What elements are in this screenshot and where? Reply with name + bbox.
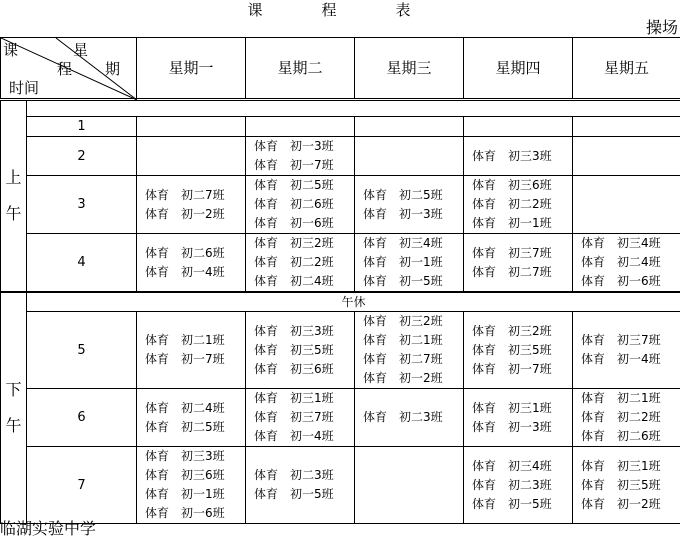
class-entry: 体育 初一7班 [472,361,552,376]
class-entry: 体育 初二4班 [581,255,661,269]
corner-xing: 星 [73,41,89,59]
corner-ke: 课 [3,41,19,59]
class-entry: 体育 初一4班 [145,264,225,279]
class-entry: 体育 初一2班 [363,371,443,385]
schedule-cell-wed [355,117,464,137]
day-header-thu: 星期四 [464,38,573,100]
class-entry: 体育 初二7班 [472,264,552,279]
page-title: 课 程 表 [247,1,433,19]
class-entry: 体育 初三3班 [145,449,225,463]
schedule-cell-fri [573,117,680,137]
school-name: 临湖实验中学 [0,519,97,538]
class-entry: 体育 初二6班 [145,245,225,260]
class-entry: 体育 初一5班 [472,496,552,511]
segment-afternoon [1,292,27,524]
schedule-cell-fri [573,176,680,234]
corner-shijian: 时间 [9,79,40,97]
schedule-cell-tue [246,447,355,524]
class-entry: 体育 初三5班 [472,342,552,357]
class-entry: 体育 初二2班 [254,255,334,269]
schedule-cell-thu [464,389,573,447]
class-entry: 体育 初一5班 [254,487,334,501]
schedule-cell-mon [137,234,246,293]
schedule-cell-mon [137,312,246,389]
corner-header [1,38,137,100]
table-row [1,312,680,389]
class-entry: 体育 初二1班 [363,333,443,347]
schedule-cell-thu [464,117,573,137]
schedule-cell-fri [573,137,680,176]
period-label: 4 [27,234,137,293]
schedule-cell-mon [137,389,246,447]
class-entry: 体育 初二3班 [363,410,443,424]
class-entry: 体育 初三3班 [254,323,334,338]
table-row [1,117,680,137]
class-entry: 体育 初二1班 [581,391,661,405]
class-entry: 体育 初一6班 [581,274,661,288]
schedule-cell-mon [137,176,246,234]
class-entry: 体育 初一1班 [363,255,443,269]
period-label: 3 [27,176,137,234]
class-entry: 体育 初三7班 [254,410,334,424]
schedule-cell-mon [137,137,246,176]
class-entry: 体育 初一2班 [581,496,661,511]
segment-afternoon-text: 下午 [5,380,22,435]
schedule-cell-mon [137,117,246,137]
class-entry: 体育 初一3班 [472,419,552,434]
period-label: 5 [27,312,137,389]
schedule-cell-tue [246,137,355,176]
schedule-cell-fri [573,234,680,293]
class-entry: 体育 初三2班 [254,236,334,250]
segment-morning [1,100,27,293]
class-entry: 体育 初二4班 [145,400,225,415]
table-row [1,447,680,524]
class-entry: 体育 初一6班 [145,506,225,520]
schedule-cell-thu [464,312,573,389]
schedule-cell-thu [464,234,573,293]
noon-break-row: 午休 [27,292,680,312]
class-entry: 体育 初一7班 [145,352,225,366]
schedule-cell-fri [573,447,680,524]
class-entry: 体育 初二7班 [145,187,225,202]
table-row [1,176,680,234]
schedule-cell-thu [464,176,573,234]
class-entry: 体育 初一1班 [472,216,552,230]
schedule-cell-wed [355,389,464,447]
class-entry: 体育 初三5班 [254,342,334,357]
class-entry: 体育 初二5班 [254,178,334,192]
class-entry: 体育 初三7班 [581,333,661,347]
schedule-cell-wed [355,176,464,234]
day-header-tue: 星期二 [246,38,355,100]
class-entry: 体育 初三1班 [581,458,661,473]
day-header-mon: 星期一 [137,38,246,100]
class-entry: 体育 初三5班 [581,477,661,492]
period-label: 2 [27,137,137,176]
corner-cheng: 程 [57,60,73,78]
class-entry: 体育 初一2班 [145,206,225,221]
segment-morning-text: 上午 [5,168,22,223]
class-entry: 体育 初三6班 [254,361,334,376]
class-entry: 体育 初一6班 [254,216,334,230]
class-entry: 体育 初二7班 [363,352,443,366]
class-entry: 体育 初二1班 [145,333,225,347]
class-entry: 体育 初三2班 [472,323,552,338]
class-entry: 体育 初三7班 [472,245,552,260]
day-header-wed: 星期三 [355,38,464,100]
class-entry: 体育 初三6班 [472,178,552,192]
schedule-cell-tue [246,234,355,293]
schedule-cell-wed [355,312,464,389]
class-entry: 体育 初三2班 [363,314,443,328]
class-entry: 体育 初二6班 [581,429,661,443]
class-entry: 体育 初二5班 [363,187,443,202]
gap-row [27,100,680,117]
table-row [1,137,680,176]
class-entry: 体育 初一3班 [363,206,443,221]
class-entry: 体育 初一4班 [581,352,661,366]
schedule-cell-wed [355,234,464,293]
class-entry: 体育 初一3班 [254,139,334,153]
schedule-cell-fri [573,389,680,447]
location-label: 操场 [645,18,678,37]
schedule-cell-thu [464,447,573,524]
table-row [1,234,680,293]
class-entry: 体育 初一1班 [145,487,225,501]
class-entry: 体育 初二2班 [472,197,552,211]
class-entry: 体育 初一5班 [363,274,443,288]
schedule-table [0,37,680,524]
class-entry: 体育 初三6班 [145,468,225,482]
period-label: 7 [27,447,137,524]
class-entry: 体育 初三1班 [254,391,334,405]
period-label: 6 [27,389,137,447]
class-entry: 体育 初三4班 [581,236,661,250]
schedule-cell-tue [246,389,355,447]
schedule-cell-mon [137,447,246,524]
class-entry: 体育 初二3班 [254,468,334,482]
class-entry: 体育 初三1班 [472,400,552,415]
class-entry: 体育 初二5班 [145,419,225,434]
class-entry: 体育 初一4班 [254,429,334,443]
class-entry: 体育 初二4班 [254,274,334,288]
period-label: 1 [27,117,137,137]
class-entry: 体育 初三3班 [472,148,552,163]
schedule-cell-wed [355,137,464,176]
class-entry: 体育 初二3班 [472,477,552,492]
schedule-cell-thu [464,137,573,176]
schedule-cell-tue [246,117,355,137]
class-entry: 体育 初二6班 [254,197,334,211]
class-entry: 体育 初三4班 [472,458,552,473]
class-entry: 体育 初二2班 [581,410,661,424]
class-entry: 体育 初三4班 [363,236,443,250]
class-entry: 体育 初一7班 [254,158,334,172]
schedule-cell-fri [573,312,680,389]
schedule-cell-wed [355,447,464,524]
table-row [1,389,680,447]
day-header-fri: 星期五 [573,38,680,100]
corner-qi: 期 [105,60,121,78]
schedule-cell-tue [246,176,355,234]
schedule-cell-tue [246,312,355,389]
